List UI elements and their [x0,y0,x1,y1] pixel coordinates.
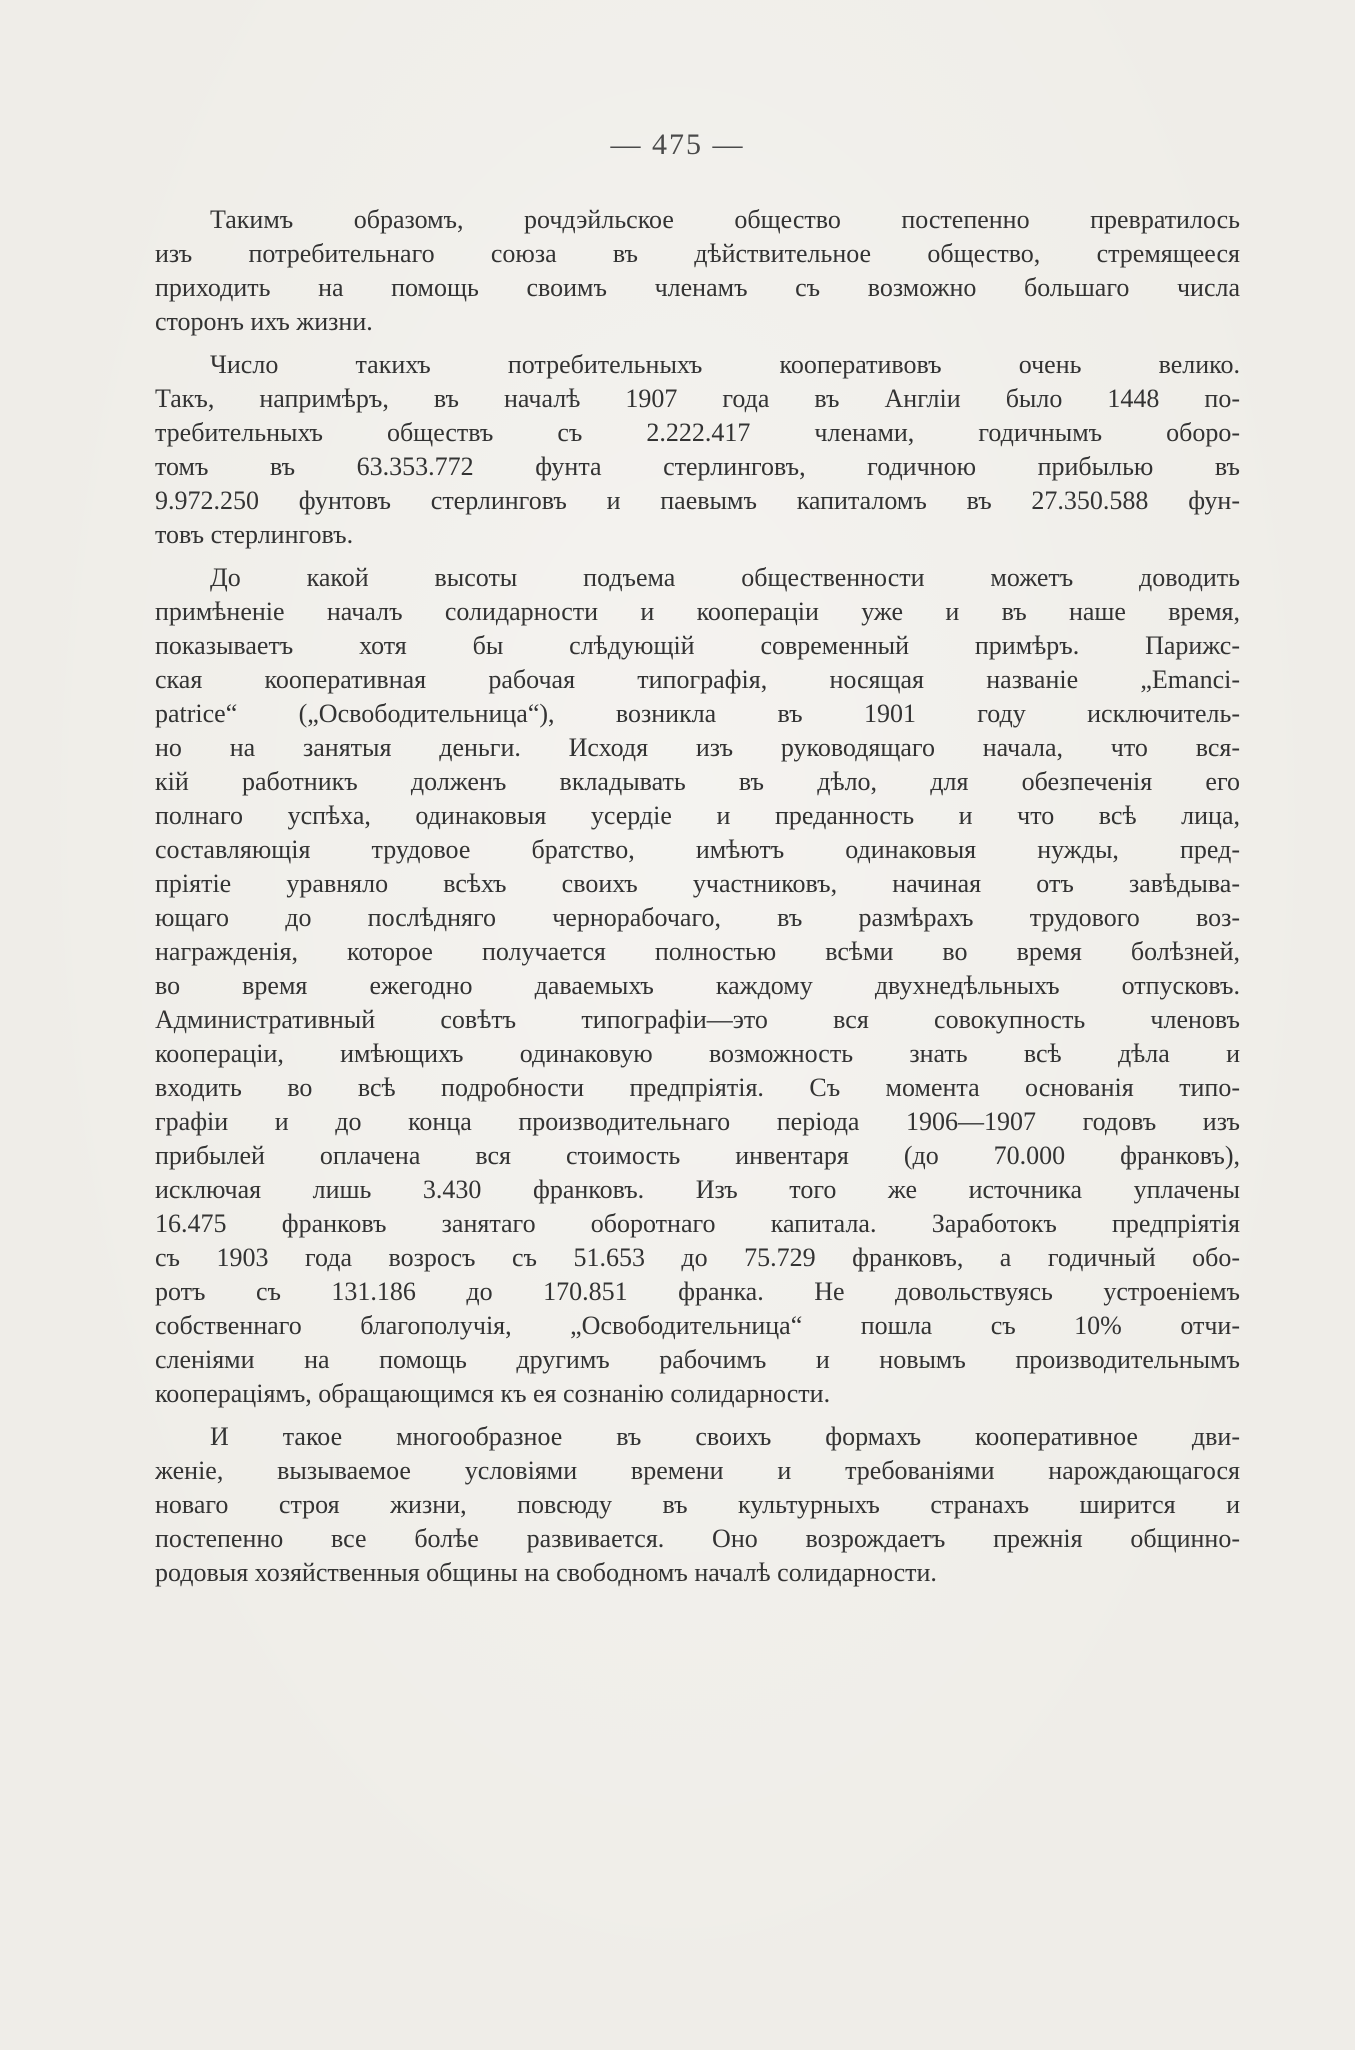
text-line: во время ежегодно даваемыхъ каждому двухнедѣльныхъ отпусковъ. [155,971,1240,1000]
text-line: томъ въ 63.353.772 фунта стерлинговъ, годичною прибылью въ [155,452,1240,481]
text-line: ющаго до послѣдняго чернорабочаго, въ размѣрахъ трудового воз- [155,903,1240,932]
text-line: ская кооперативная рабочая типографія, носящая названіе „Emanci- [155,665,1240,694]
text-line: До какой высоты подъема общественности можетъ доводить [210,563,1240,592]
text-line: 16.475 франковъ занятаго оборотнаго капитала. Заработокъ предпріятія [155,1209,1240,1238]
body-text [155,203,1240,1590]
text-line: требительныхъ обществъ съ 2.222.417 членами, годичнымъ оборо- [155,418,1240,447]
text-line: сленіями на помощь другимъ рабочимъ и новымъ производительнымъ [155,1345,1240,1374]
text-line: Административный совѣтъ типографіи—это вся совокупность членовъ [155,1005,1240,1034]
text-line: товъ стерлинговъ. [155,520,354,549]
text-line: постепенно все болѣе развивается. Оно возрождаетъ прежнія общинно- [155,1524,1240,1553]
text-line: приходить на помощь своимъ членамъ съ возможно большаго числа [155,273,1240,302]
text-line: собственнаго благополучія, „Освободительница“ пошла съ 10% отчи- [155,1311,1240,1340]
text-line: съ 1903 года возросъ съ 51.653 до 75.729 франковъ, а годичный обо- [155,1243,1240,1272]
text-line: сторонъ ихъ жизни. [155,307,373,336]
text-line: Такъ, напримѣръ, въ началѣ 1907 года въ Англіи было 1448 по- [155,384,1240,413]
page-number: — 475 — [610,128,745,161]
paragraph-1 [155,203,1240,339]
text-line: составляющія трудовое братство, имѣютъ одинаковыя нужды, пред- [155,835,1240,864]
text-line: показываетъ хотя бы слѣдующій современный примѣръ. Парижс- [155,631,1240,660]
text-line: пріятіе уравняло всѣхъ своихъ участниковъ, начиная отъ завѣдыва- [155,869,1240,898]
text-line: ротъ съ 131.186 до 170.851 франка. Не довольствуясь устроеніемъ [155,1277,1240,1306]
text-line: новаго строя жизни, повсюду въ культурныхъ странахъ ширится и [155,1490,1240,1519]
text-line: кооперацiямъ, обращающимся къ ея сознанію солидарности. [155,1379,831,1408]
text-line: изъ потребительнаго союза въ дѣйствительное общество, стремящееся [155,239,1240,268]
text-line: входить во всѣ подробности предпріятія. Съ момента основанія типо- [155,1073,1240,1102]
text-line: кій работникъ долженъ вкладывать въ дѣло, для обезпеченія его [155,767,1240,796]
text-line: кооперацiи, имѣющихъ одинаковую возможность знать всѣ дѣла и [155,1039,1240,1068]
text-line: примѣненіе началъ солидарности и кооперацiи уже и въ наше время, [155,597,1240,626]
text-line: награжденія, которое получается полностью всѣми во время болѣзней, [155,937,1240,966]
text-line: patrice“ („Освободительница“), возникла въ 1901 году исключитель- [155,699,1240,728]
paragraph-2 [155,348,1240,552]
text-line: полнаго успѣха, одинаковыя усердіе и преданность и что всѣ лица, [155,801,1240,830]
paragraph-3 [155,561,1240,1411]
text-line: И такое многообразное въ своихъ формахъ кооперативное дви- [210,1422,1240,1451]
paragraph-4 [155,1420,1240,1590]
text-line: родовыя хозяйственныя общины на свободномъ началѣ солидарности. [155,1558,937,1587]
text-line: женіе, вызываемое условіями времени и требованіями нарождающагося [155,1456,1240,1485]
text-line: Такимъ образомъ, рочдэйльское общество постепенно превратилось [210,205,1240,234]
text-line: графіи и до конца производительнаго періода 1906—1907 годовъ изъ [155,1107,1240,1136]
text-line: прибылей оплачена вся стоимость инвентаря (до 70.000 франковъ), [155,1141,1240,1170]
text-line: 9.972.250 фунтовъ стерлинговъ и паевымъ капиталомъ въ 27.350.588 фун- [155,486,1240,515]
text-line: Число такихъ потребительныхъ кооперативовъ очень велико. [210,350,1240,379]
text-line: исключая лишь 3.430 франковъ. Изъ того же источника уплачены [155,1175,1240,1204]
text-line: но на занятыя деньги. Исходя изъ руководящаго начала, что вся- [155,733,1240,762]
